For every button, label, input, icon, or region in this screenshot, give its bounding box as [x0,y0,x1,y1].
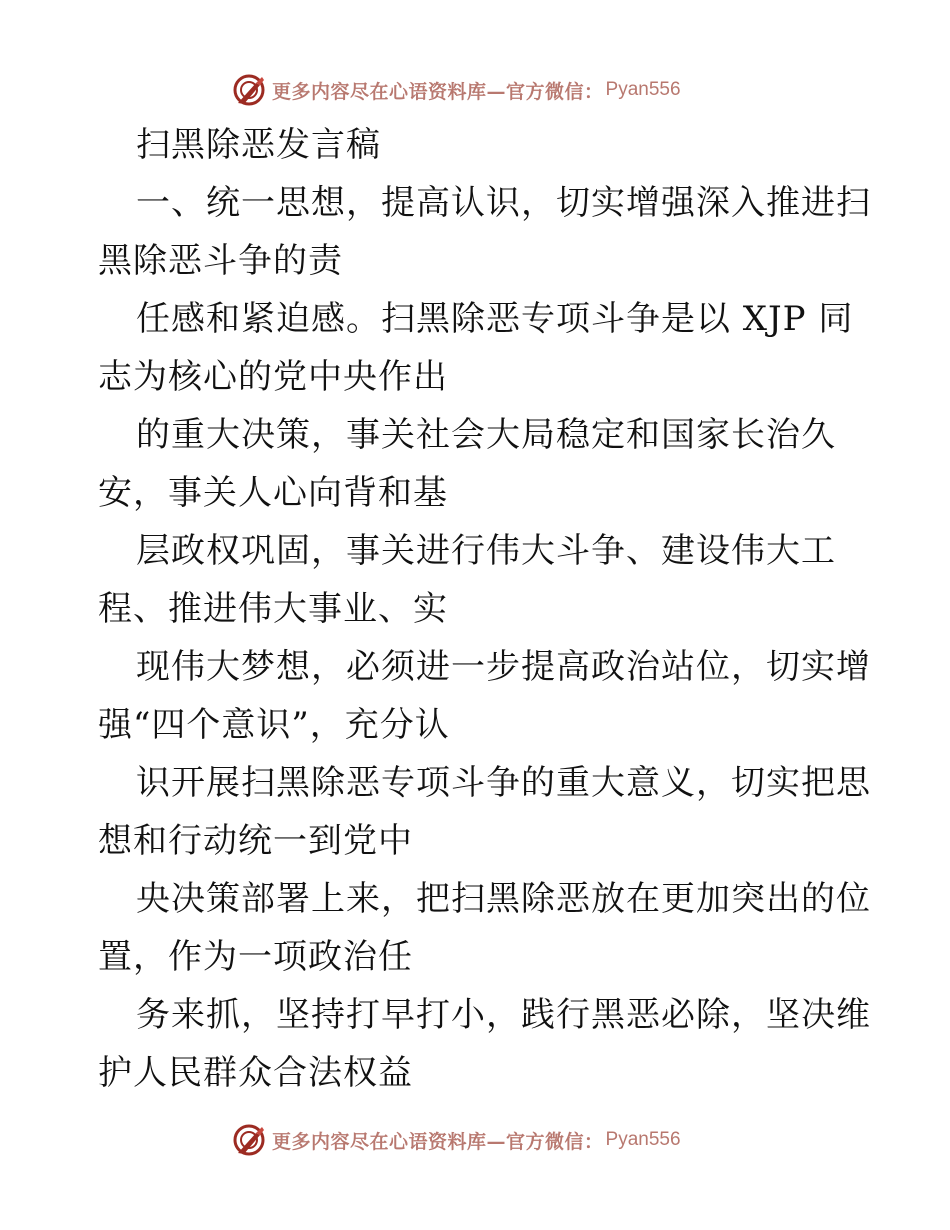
text-line: 务来抓，坚持打早打小，践行黑恶必除，坚决维 [136,995,871,1035]
document-body [98,116,871,1102]
text-line: 强“四个意识”，充分认 [98,705,450,745]
text-line: 层政权巩固，事关进行伟大斗争、建设伟大工 [136,531,836,571]
header-watermark-banner [232,72,681,108]
text-line: 程、推进伟大事业、实 [98,589,448,629]
text-line: 识开展扫黑除恶专项斗争的重大意义，切实把思 [136,763,871,803]
text-line: 央决策部署上来，把扫黑除恶放在更加突出的位 [136,879,871,919]
text-line: 现伟大梦想，必须进一步提高政治站位，切实增 [136,647,871,687]
banner-wechat-id: Pyan556 [605,79,681,100]
text-line: 护人民群众合法权益 [98,1053,413,1093]
text-line: 黑除恶斗争的责 [98,241,343,281]
text-line: 安，事关人心向背和基 [98,473,448,513]
banner-text: 更多内容尽在心语资料库—官方微信： [272,1130,604,1153]
document-title: 扫黑除恶发言稿 [136,125,381,165]
text-line: 的重大决策，事关社会大局稳定和国家长治久 [136,415,836,455]
text-line: 任感和紧迫感。扫黑除恶专项斗争是以 XJP 同 [136,299,854,339]
banner-wechat-id: Pyan556 [605,1129,681,1150]
footer-watermark-banner [232,1122,681,1158]
banner-text: 更多内容尽在心语资料库—官方微信： [272,80,604,103]
text-line: 志为核心的党中央作出 [98,357,448,397]
text-line: 置，作为一项政治任 [98,937,413,977]
pen-logo-icon [232,73,266,107]
pen-logo-icon [232,1123,266,1157]
text-line: 一、统一思想，提高认识，切实增强深入推进扫 [136,183,871,223]
text-line: 想和行动统一到党中 [98,821,413,861]
